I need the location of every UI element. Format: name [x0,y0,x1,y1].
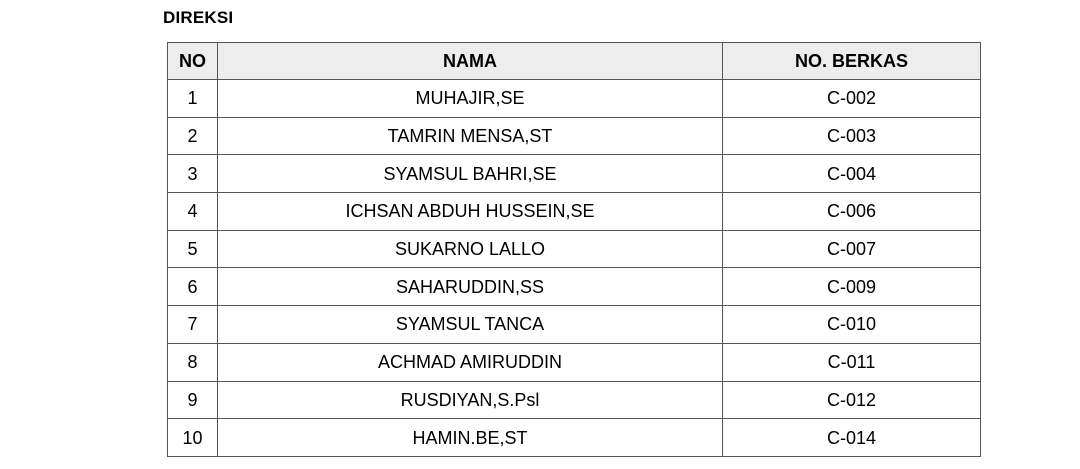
cell-no: 6 [168,268,218,306]
section-title: DIREKSI [163,8,234,27]
cell-name: SUKARNO LALLO [218,230,723,268]
cell-no: 9 [168,381,218,419]
cell-file-no: C-007 [723,230,981,268]
table-header [168,43,981,80]
header-row [168,43,981,80]
cell-name: ICHSAN ABDUH HUSSEIN,SE [218,193,723,231]
cell-no: 4 [168,193,218,231]
table-row [168,80,981,118]
cell-no: 3 [168,155,218,193]
cell-name: ACHMAD AMIRUDDIN [218,343,723,381]
cell-name: MUHAJIR,SE [218,80,723,118]
cell-name: RUSDIYAN,S.Psl [218,381,723,419]
table-row [168,268,981,306]
cell-file-no: C-011 [723,343,981,381]
header-file-no: NO. BERKAS [723,43,981,80]
cell-no: 1 [168,80,218,118]
cell-no: 7 [168,306,218,344]
table-row [168,419,981,457]
cell-file-no: C-003 [723,117,981,155]
cell-no: 8 [168,343,218,381]
table-row [168,306,981,344]
header-no: NO [168,43,218,80]
cell-name: TAMRIN MENSA,ST [218,117,723,155]
table-row [168,117,981,155]
cell-name: HAMIN.BE,ST [218,419,723,457]
table-row [168,155,981,193]
header-name: NAMA [218,43,723,80]
cell-no: 2 [168,117,218,155]
cell-file-no: C-014 [723,419,981,457]
table-row [168,381,981,419]
cell-name: SYAMSUL TANCA [218,306,723,344]
table-row [168,193,981,231]
cell-no: 5 [168,230,218,268]
roster-table [167,42,981,457]
cell-no: 10 [168,419,218,457]
cell-file-no: C-004 [723,155,981,193]
cell-file-no: C-002 [723,80,981,118]
table-body [168,80,981,457]
cell-file-no: C-010 [723,306,981,344]
table-row [168,343,981,381]
table-row [168,230,981,268]
cell-name: SYAMSUL BAHRI,SE [218,155,723,193]
cell-file-no: C-006 [723,193,981,231]
cell-name: SAHARUDDIN,SS [218,268,723,306]
cell-file-no: C-009 [723,268,981,306]
cell-file-no: C-012 [723,381,981,419]
